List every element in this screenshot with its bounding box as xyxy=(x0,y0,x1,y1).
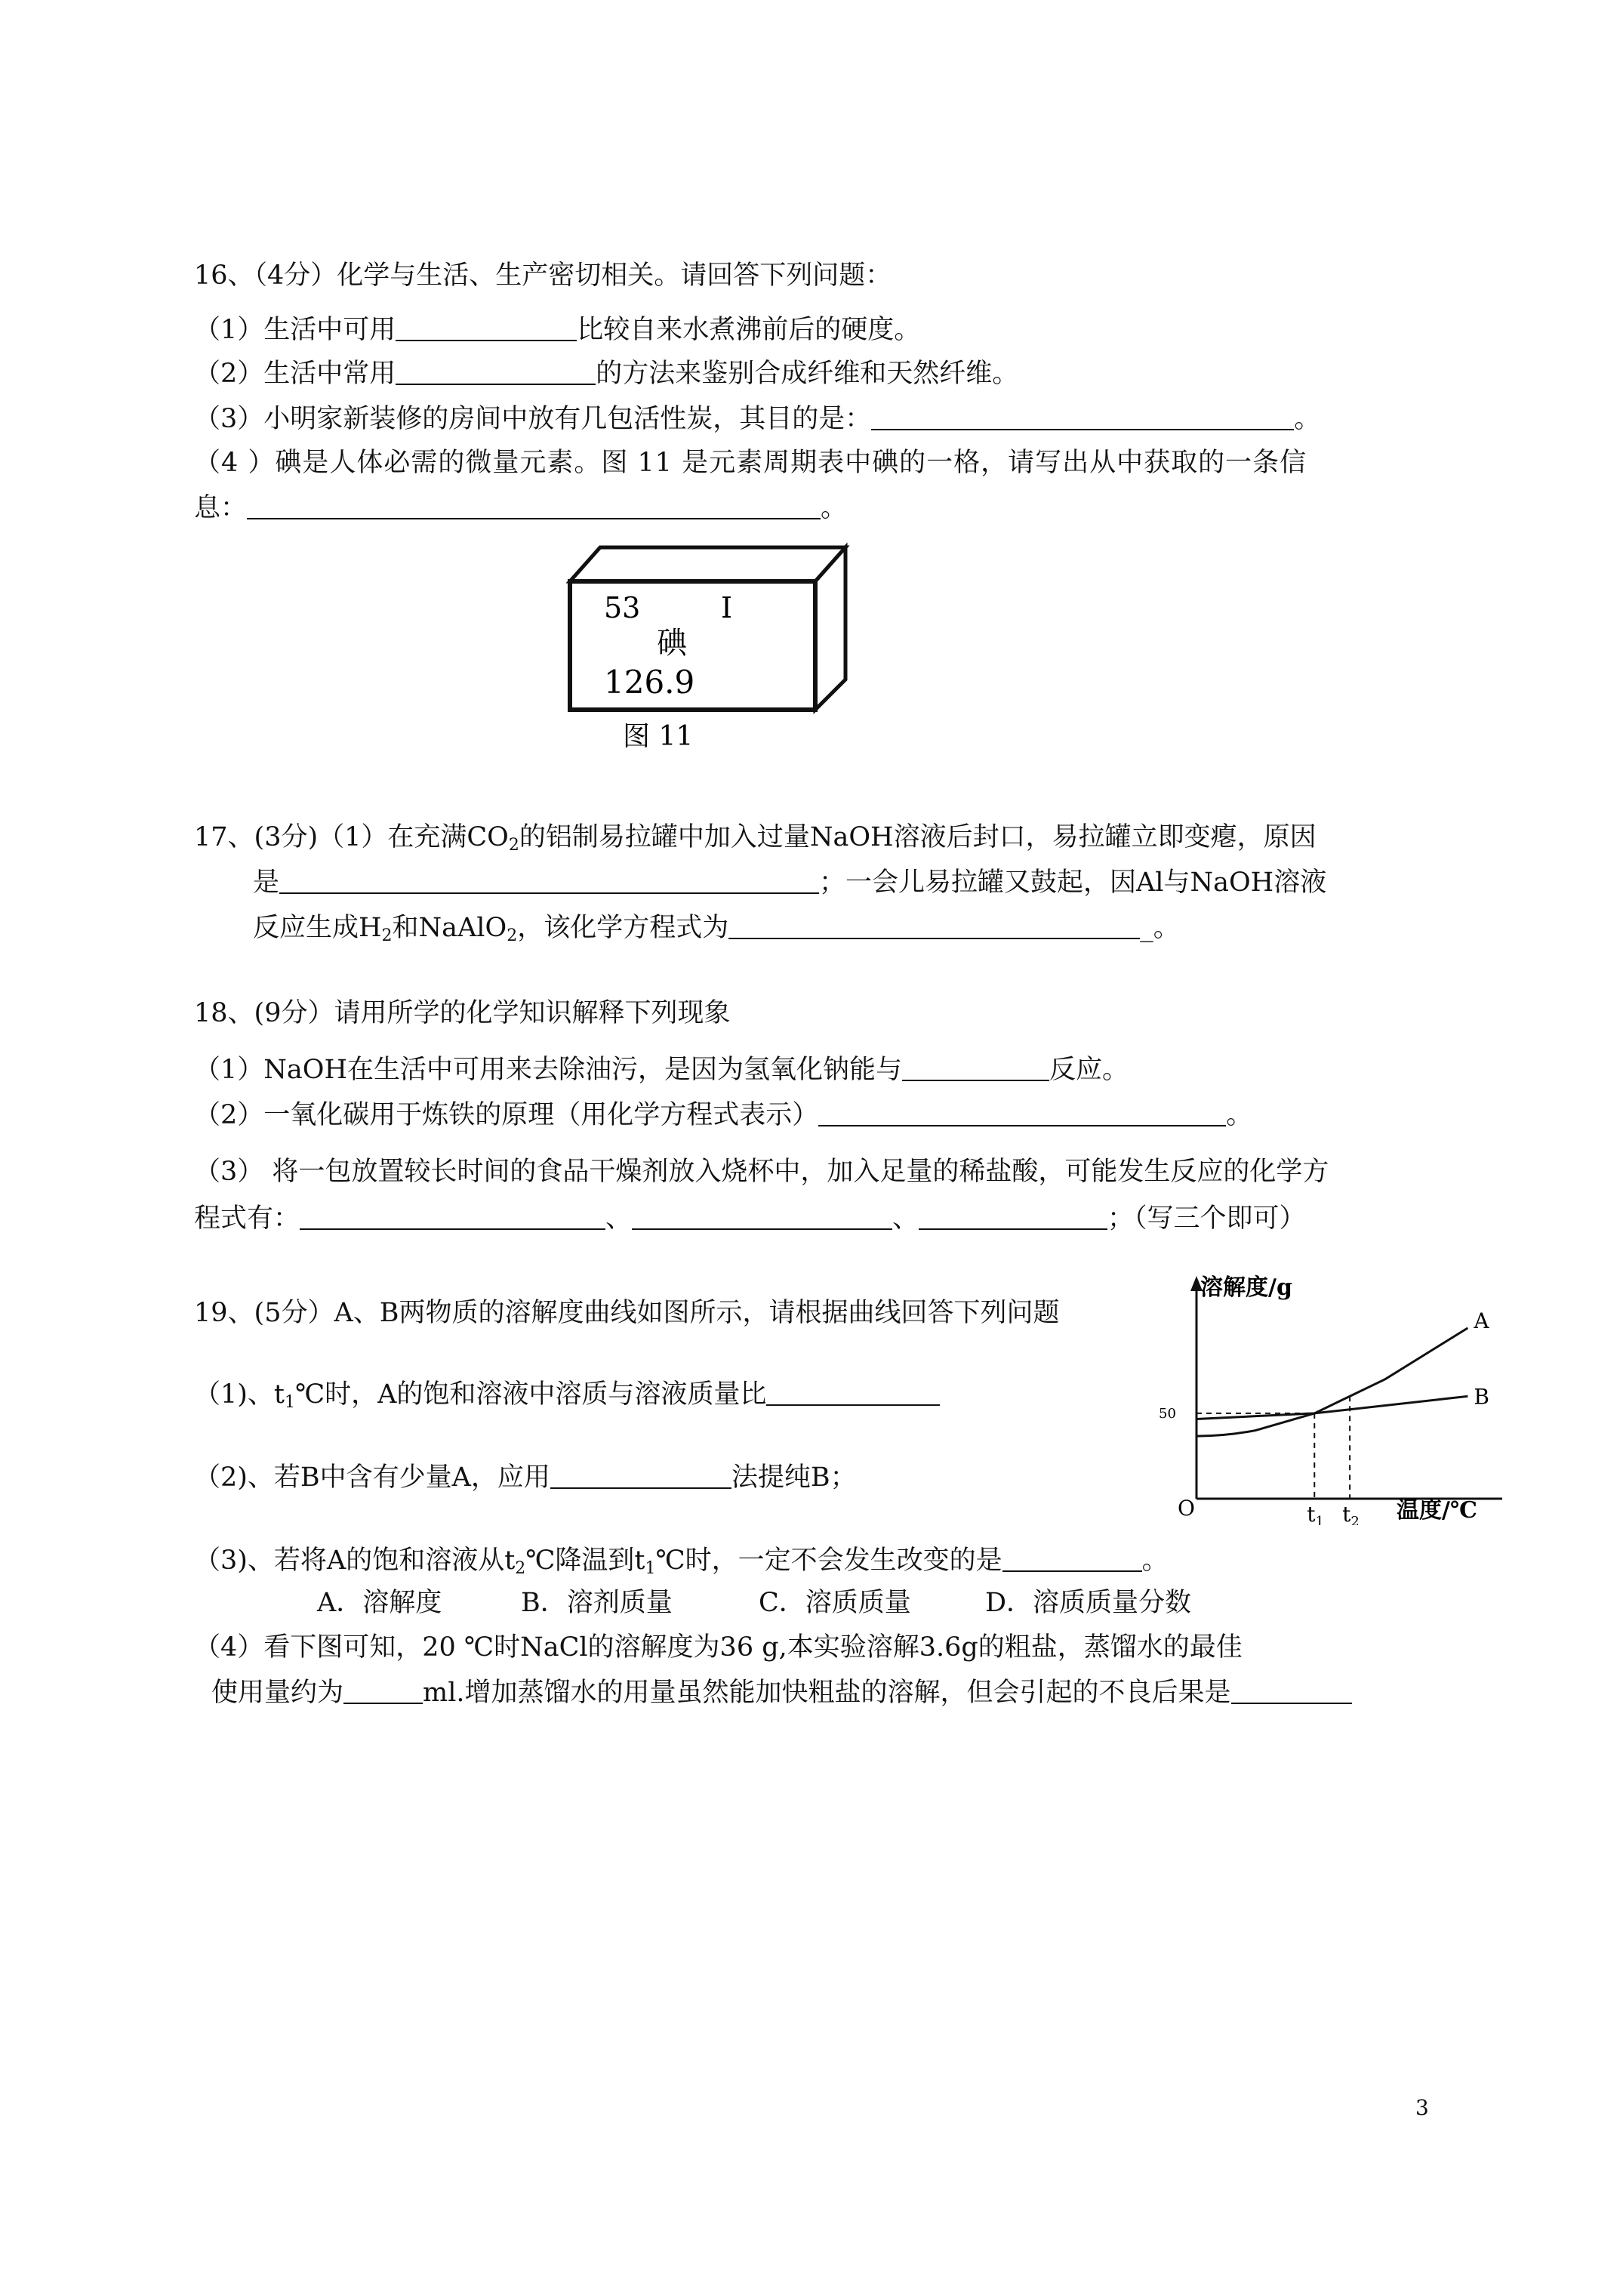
q19-part2-text-a: （2)、若B中含有少量A，应用 xyxy=(194,1462,550,1493)
series-B-label: B xyxy=(1474,1384,1489,1410)
q17-h2-subscript: 2 xyxy=(381,926,393,945)
figure-caption: 图 11 xyxy=(623,721,694,752)
q18-stem: 18、(9分）请用所学的化学知识解释下列现象 xyxy=(194,998,731,1028)
q19-blank-5[interactable] xyxy=(1231,1680,1352,1704)
q19-part1 xyxy=(194,1379,940,1412)
q19-part4-text-b: ml.增加蒸馏水的用量虽然能加快粗盐的溶解，但会引起的不良后果是 xyxy=(423,1678,1231,1708)
q17-line3-text-c: ，该化学方程式为 xyxy=(517,913,729,943)
q18-part3-line2 xyxy=(194,1203,1306,1234)
atomic-number: 53 xyxy=(604,591,641,624)
q18-part1 xyxy=(194,1057,1129,1083)
q19-t1-subscript-2: 1 xyxy=(645,1559,656,1578)
q18-blank-4[interactable] xyxy=(632,1206,892,1230)
q18-part2-text-b: 。 xyxy=(1226,1100,1253,1130)
q18-separator-1: 、 xyxy=(605,1203,633,1234)
y-axis-label: 溶解度/g xyxy=(1200,1274,1292,1301)
q17-line2-text-a: 是 xyxy=(253,868,280,898)
q16-part2-text-b: 的方法来鉴别合成纤维和天然纤维。 xyxy=(596,359,1019,389)
series-A-label: A xyxy=(1474,1308,1489,1333)
q16-blank-2[interactable] xyxy=(396,361,596,385)
q18-part2-text-a: （2）一氧化碳用于炼铁的原理（用化学方程式表示） xyxy=(194,1100,819,1130)
q17-line1-text-b: 的铝制易拉罐中加入过量NaOH溶液后封口，易拉罐立即变瘪，原因 xyxy=(519,822,1317,852)
chart-series xyxy=(1196,1328,1467,1436)
q18-blank-3[interactable] xyxy=(300,1206,605,1230)
element-symbol: I xyxy=(721,591,733,624)
q17-line3 xyxy=(253,915,1180,945)
q18-part3-text-b: ；（写三个即可） xyxy=(1107,1203,1306,1234)
q19-part3-text-d: 。 xyxy=(1141,1546,1169,1576)
q16-part1-text-b: 比较自来水煮沸前后的硬度。 xyxy=(577,315,921,345)
q16-part4-line2 xyxy=(194,495,847,522)
cell-top-face xyxy=(570,547,845,581)
x-tick-subscript: 1 xyxy=(1315,1514,1324,1525)
x-tick-label-t2: $t_2$ xyxy=(1342,1502,1360,1525)
q19-part4-text-a: 使用量约为 xyxy=(211,1678,344,1708)
q16-blank-1[interactable] xyxy=(396,317,577,341)
q17-line1 xyxy=(194,824,1317,854)
atomic-mass: 126.9 xyxy=(604,664,695,701)
q16-part3-text-a: （3）小明家新装修的房间中放有几包活性炭，其目的是： xyxy=(194,404,872,434)
q18-separator-2: 、 xyxy=(892,1203,919,1234)
q16-part3-text-b: 。 xyxy=(1294,404,1321,434)
q16-part1-text-a: （1）生活中可用 xyxy=(194,315,396,345)
q18-part1-text-a: （1）NaOH在生活中可用来去除油污，是因为氢氧化钠能与 xyxy=(194,1055,902,1085)
q19-option-c[interactable]: C．溶质质量 xyxy=(759,1588,911,1618)
q19-part1-text-a: （1)、t xyxy=(194,1379,285,1410)
q19-t1-subscript: 1 xyxy=(285,1393,295,1412)
q18-blank-5[interactable] xyxy=(919,1206,1107,1230)
q19-t2-subscript: 2 xyxy=(515,1559,526,1578)
x-axis-label: 温度/℃ xyxy=(1397,1497,1477,1524)
q17-line3-text-a: 反应生成H xyxy=(253,913,382,943)
q16-part2 xyxy=(194,361,1018,387)
q17-blank-2[interactable] xyxy=(728,915,1140,939)
q18-part3-text-a: 程式有： xyxy=(194,1203,300,1234)
q18-part1-text-b: 反应。 xyxy=(1049,1055,1129,1085)
q18-blank-2[interactable] xyxy=(818,1102,1226,1126)
q17-line3-text-b: 和NaAlO xyxy=(392,913,507,943)
q16-stem: 16、（4分）化学与生活、生产密切相关。请回答下列问题： xyxy=(194,260,892,291)
q16-blank-4[interactable] xyxy=(247,495,821,519)
q16-part3 xyxy=(194,406,1320,433)
q19-option-b[interactable]: B．溶剂质量 xyxy=(521,1588,673,1618)
q17-line2-text-b: ；一会儿易拉罐又鼓起，因Al与NaOH溶液 xyxy=(819,868,1327,898)
q19-part3-text-a: （3)、若将A的饱和溶液从t xyxy=(194,1546,516,1576)
q19-part2 xyxy=(194,1462,857,1493)
element-name: 碘 xyxy=(657,626,687,661)
q17-co2-subscript: 2 xyxy=(508,836,519,855)
chart-axes xyxy=(1190,1276,1502,1499)
series-A-line xyxy=(1196,1328,1467,1436)
q19-blank-1[interactable] xyxy=(766,1382,940,1406)
q19-blank-3[interactable] xyxy=(1002,1548,1142,1572)
q17-line2 xyxy=(253,870,1326,896)
q19-part2-text-b: 法提纯B； xyxy=(731,1462,857,1493)
q19-blank-2[interactable] xyxy=(550,1465,731,1489)
q18-part2 xyxy=(194,1102,1252,1129)
q19-stem: 19、(5分）A、B两物质的溶解度曲线如图所示，请根据曲线回答下列问题 xyxy=(194,1298,1060,1328)
q18-part3-line1: （3） 将一包放置较长时间的食品干燥剂放入烧杯中，加入足量的稀盐酸，可能发生反应的化学方 xyxy=(194,1157,1329,1187)
q17-line3-text-d: _。 xyxy=(1140,913,1180,943)
q16-part1 xyxy=(194,317,920,344)
q19-part3 xyxy=(194,1548,1169,1577)
origin-label: O xyxy=(1178,1496,1195,1521)
q19-part3-text-c: ℃时，一定不会发生改变的是 xyxy=(655,1546,1002,1576)
q19-part4-line2 xyxy=(211,1680,1352,1706)
q19-option-d[interactable]: D．溶质质量分数 xyxy=(985,1588,1192,1618)
q19-part4-line1: （4）看下图可知，20 ℃时NaCl的溶解度为36 g,本实验溶解3.6g的粗盐，蒸馏水的最佳 xyxy=(194,1632,1243,1663)
q16-part4-text-a: 息： xyxy=(194,493,248,523)
q17-naalo2-subscript: 2 xyxy=(507,926,518,945)
q19-part1-text-b: ℃时，A的饱和溶液中溶质与溶液质量比 xyxy=(295,1379,767,1410)
q19-blank-4[interactable] xyxy=(343,1680,423,1704)
q17-line1-text-a: 17、(3分)（1）在充满CO xyxy=(194,822,509,852)
q19-part3-text-b: ℃降温到t xyxy=(525,1546,645,1576)
series-B-line xyxy=(1196,1396,1467,1419)
x-tick-label-t1: $t_1$ xyxy=(1307,1502,1324,1525)
solubility-curve-chart xyxy=(1147,1268,1510,1525)
q16-part4-text-b: 。 xyxy=(821,493,848,523)
figure-11-iodine-cell xyxy=(551,540,853,759)
q18-blank-1[interactable] xyxy=(902,1057,1049,1081)
q16-part2-text-a: （2）生活中常用 xyxy=(194,359,396,389)
y-tick-label: 50 xyxy=(1159,1405,1176,1422)
page-number: 3 xyxy=(1415,2095,1429,2120)
q16-blank-3[interactable] xyxy=(871,406,1294,430)
x-tick-subscript: 2 xyxy=(1350,1514,1360,1525)
q17-blank-1[interactable] xyxy=(279,870,819,894)
q19-option-a[interactable]: A．溶解度 xyxy=(317,1588,442,1618)
q16-part4-line1: （4 ）碘是人体必需的微量元素。图 11 是元素周期表中碘的一格，请写出从中获取的一条信 xyxy=(194,448,1307,478)
